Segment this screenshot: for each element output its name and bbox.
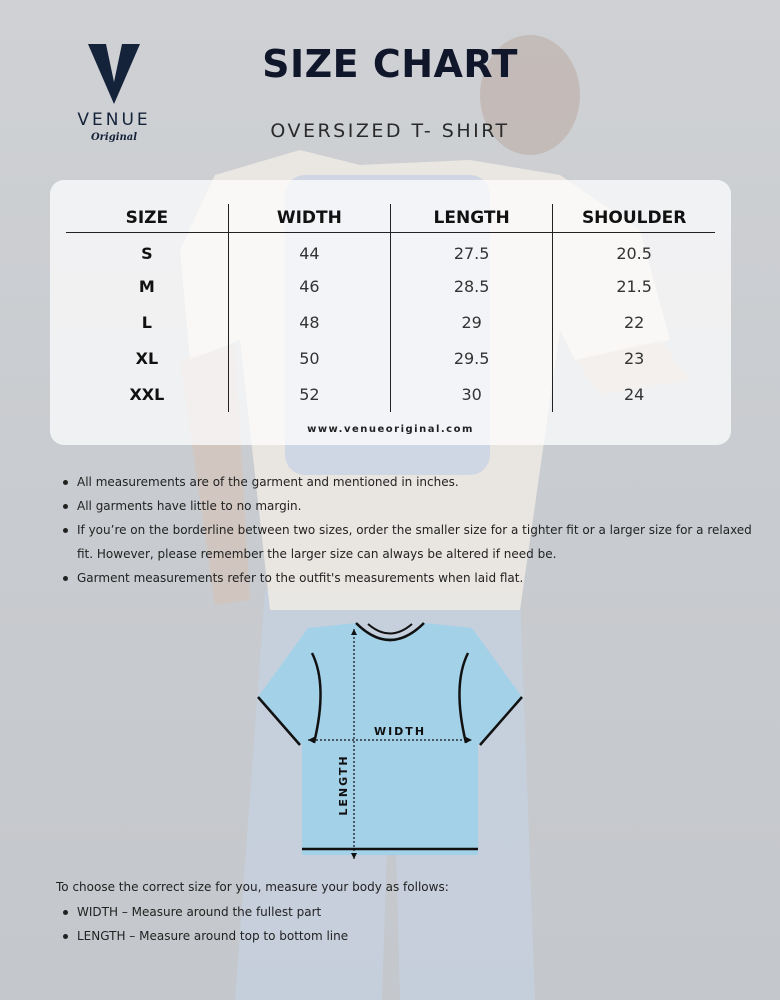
tshirt-measurement-diagram: [250, 615, 530, 865]
table-row: [66, 304, 715, 340]
width-label: WIDTH: [373, 725, 427, 738]
list-item: Garment measurements refer to the outfit's measurements when laid flat.: [62, 566, 752, 590]
width-cell: 52: [228, 376, 390, 412]
size-cell: XL: [66, 340, 228, 376]
table-row: [66, 232, 715, 268]
list-item: If you’re on the borderline between two sizes, order the smaller size for a tighter fit or a larger size for a relaxed fit. However, please remember the larger size can always be altered if need be.: [62, 518, 752, 566]
measurement-notes: [62, 470, 752, 590]
size-cell: L: [66, 304, 228, 340]
length-label: LENGTH: [337, 754, 350, 816]
brand-name: VENUE: [77, 110, 151, 130]
venue-v-logo-icon: [62, 40, 166, 108]
shoulder-cell: 20.5: [616, 243, 652, 263]
size-table: [66, 204, 715, 412]
list-item: All measurements are of the garment and mentioned in inches.: [62, 470, 752, 494]
size-table-card: [50, 180, 731, 445]
page-subtitle: OVERSIZED T- SHIRT: [270, 120, 510, 142]
length-cell: 29.5: [391, 340, 553, 376]
header-width: WIDTH: [228, 204, 390, 232]
length-cell: 27.5: [391, 232, 553, 268]
shoulder-cell: 21.5: [616, 276, 652, 296]
width-cell: 44: [228, 232, 390, 268]
table-row: [66, 268, 715, 304]
measure-intro: To choose the correct size for you, measure your body as follows:: [56, 880, 449, 894]
table-header-row: [66, 204, 715, 232]
length-cell: 30: [391, 376, 553, 412]
list-item: All garments have little to no margin.: [62, 494, 752, 518]
header-size: SIZE: [66, 204, 228, 232]
header-shoulder: SHOULDER: [553, 204, 715, 232]
size-cell: XXL: [66, 376, 228, 412]
website-link[interactable]: www.venueoriginal.com: [307, 424, 474, 435]
list-item: WIDTH – Measure around the fullest part: [62, 900, 742, 924]
length-cell: 29: [391, 304, 553, 340]
width-cell: 46: [228, 268, 390, 304]
shoulder-cell: 24: [623, 384, 645, 404]
width-cell: 50: [228, 340, 390, 376]
tshirt-icon: [258, 623, 522, 855]
measure-instructions: [62, 900, 742, 948]
size-cell: M: [66, 268, 228, 304]
header-length: LENGTH: [391, 204, 553, 232]
table-row: [66, 376, 715, 412]
length-cell: 28.5: [391, 268, 553, 304]
width-cell: 48: [228, 304, 390, 340]
shoulder-cell: 23: [623, 348, 645, 368]
page-title: SIZE CHART: [262, 42, 518, 86]
shoulder-cell: 22: [623, 312, 645, 332]
brand-logo: [62, 40, 166, 148]
table-row: [66, 340, 715, 376]
brand-tagline: Original: [90, 132, 138, 143]
size-cell: S: [66, 232, 228, 268]
list-item: LENGTH – Measure around top to bottom line: [62, 924, 742, 948]
